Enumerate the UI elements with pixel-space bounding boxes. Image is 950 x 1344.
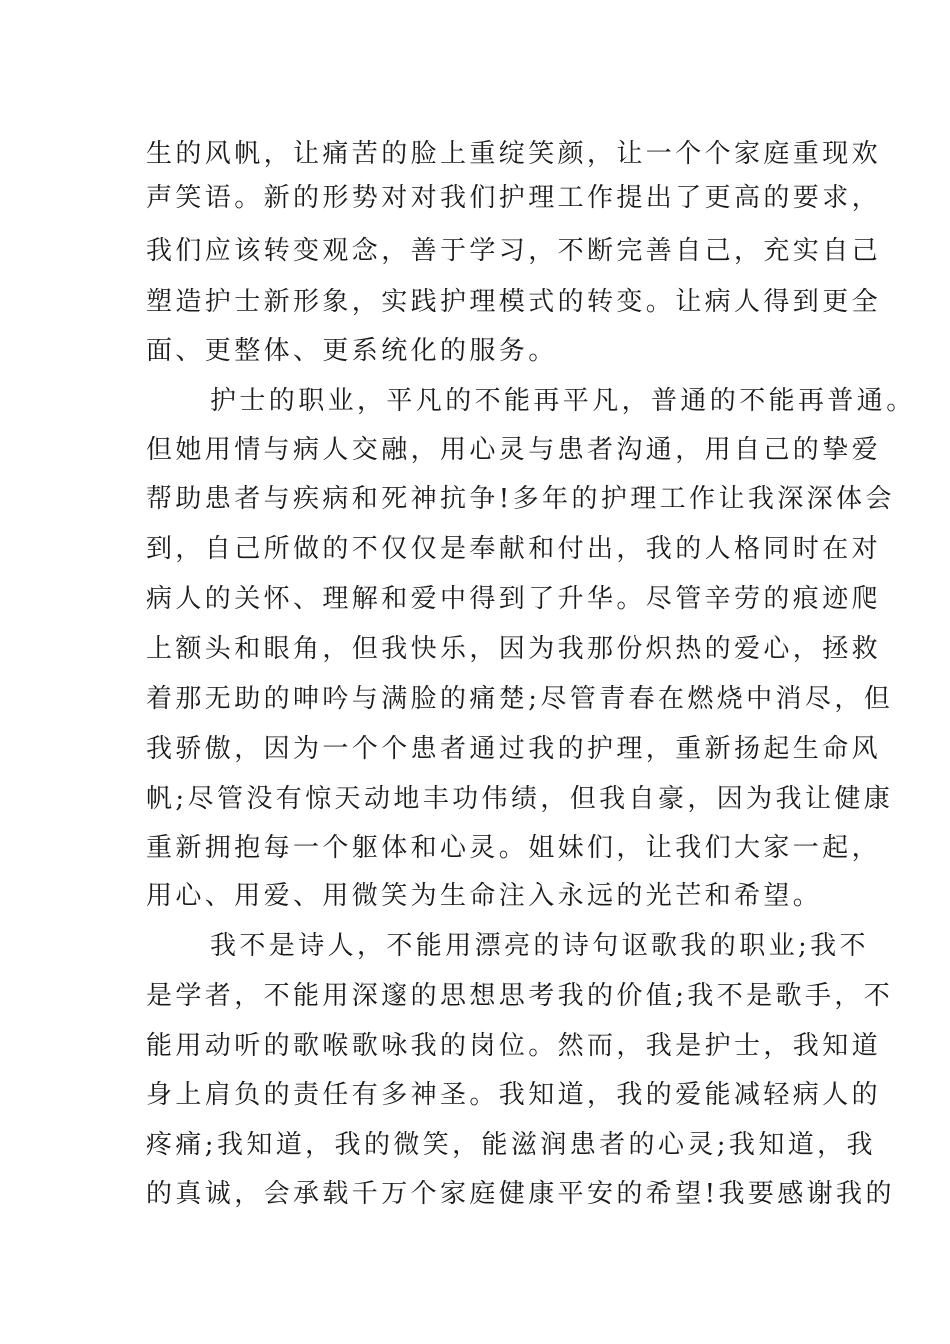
text-line: 声笑语。新的形势对对我们护理工作提出了更高的要求， <box>146 183 882 213</box>
text-line: 能用动听的歌喉歌咏我的岗位。然而，我是护士，我知道 <box>146 1031 882 1061</box>
text-line: 病人的关怀、理解和爱中得到了升华。尽管辛劳的痕迹爬 <box>146 584 882 614</box>
text-line: 我们应该转变观念，善于学习，不断完善自己，充实自己 <box>146 236 882 266</box>
text-line: 帮助患者与疾病和死神抗争!多年的护理工作让我深深体会 <box>146 484 895 514</box>
paragraph-first-line: 我不是诗人，不能用漂亮的诗句讴歌我的职业;我不 <box>210 931 869 961</box>
text-line: 着那无助的呻吟与满脸的痛楚;尽管青春在燃烧中消尽，但 <box>146 684 894 714</box>
paragraph-first-line: 护士的职业，平凡的不能再平凡，普通的不能再普通。 <box>210 386 916 416</box>
text-line: 疼痛;我知道，我的微笑，能滋润患者的心灵;我知道，我 <box>146 1130 876 1160</box>
text-line: 是学者，不能用深邃的思想思考我的价值;我不是歌手，不 <box>146 981 894 1011</box>
text-line: 重新拥抱每一个躯体和心灵。姐妹们，让我们大家一起， <box>146 833 882 863</box>
text-line: 塑造护士新形象，实践护理模式的转变。让病人得到更全 <box>146 287 882 317</box>
text-line: 身上肩负的责任有多神圣。我知道，我的爱能减轻病人的 <box>146 1080 882 1110</box>
text-line: 生的风帆，让痛苦的脸上重绽笑颜，让一个个家庭重现欢 <box>146 139 882 169</box>
text-line: 到，自己所做的不仅仅是奉献和付出，我的人格同时在对 <box>146 534 882 564</box>
text-line: 上额头和眼角，但我快乐，因为我那份炽热的爱心，拯救 <box>146 634 882 664</box>
text-line: 的真诚，会承载千万个家庭健康平安的希望!我要感谢我的 <box>146 1179 895 1209</box>
text-line: 我骄傲，因为一个个患者通过我的护理，重新扬起生命风 <box>146 734 882 764</box>
text-line: 用心、用爱、用微笑为生命注入永远的光芒和希望。 <box>146 881 823 911</box>
text-line: 但她用情与病人交融，用心灵与患者沟通，用自己的挚爱 <box>146 435 882 465</box>
text-line: 帆;尽管没有惊天动地丰功伟绩，但我自豪，因为我让健康 <box>146 784 894 814</box>
text-line: 面、更整体、更系统化的服务。 <box>146 336 558 366</box>
